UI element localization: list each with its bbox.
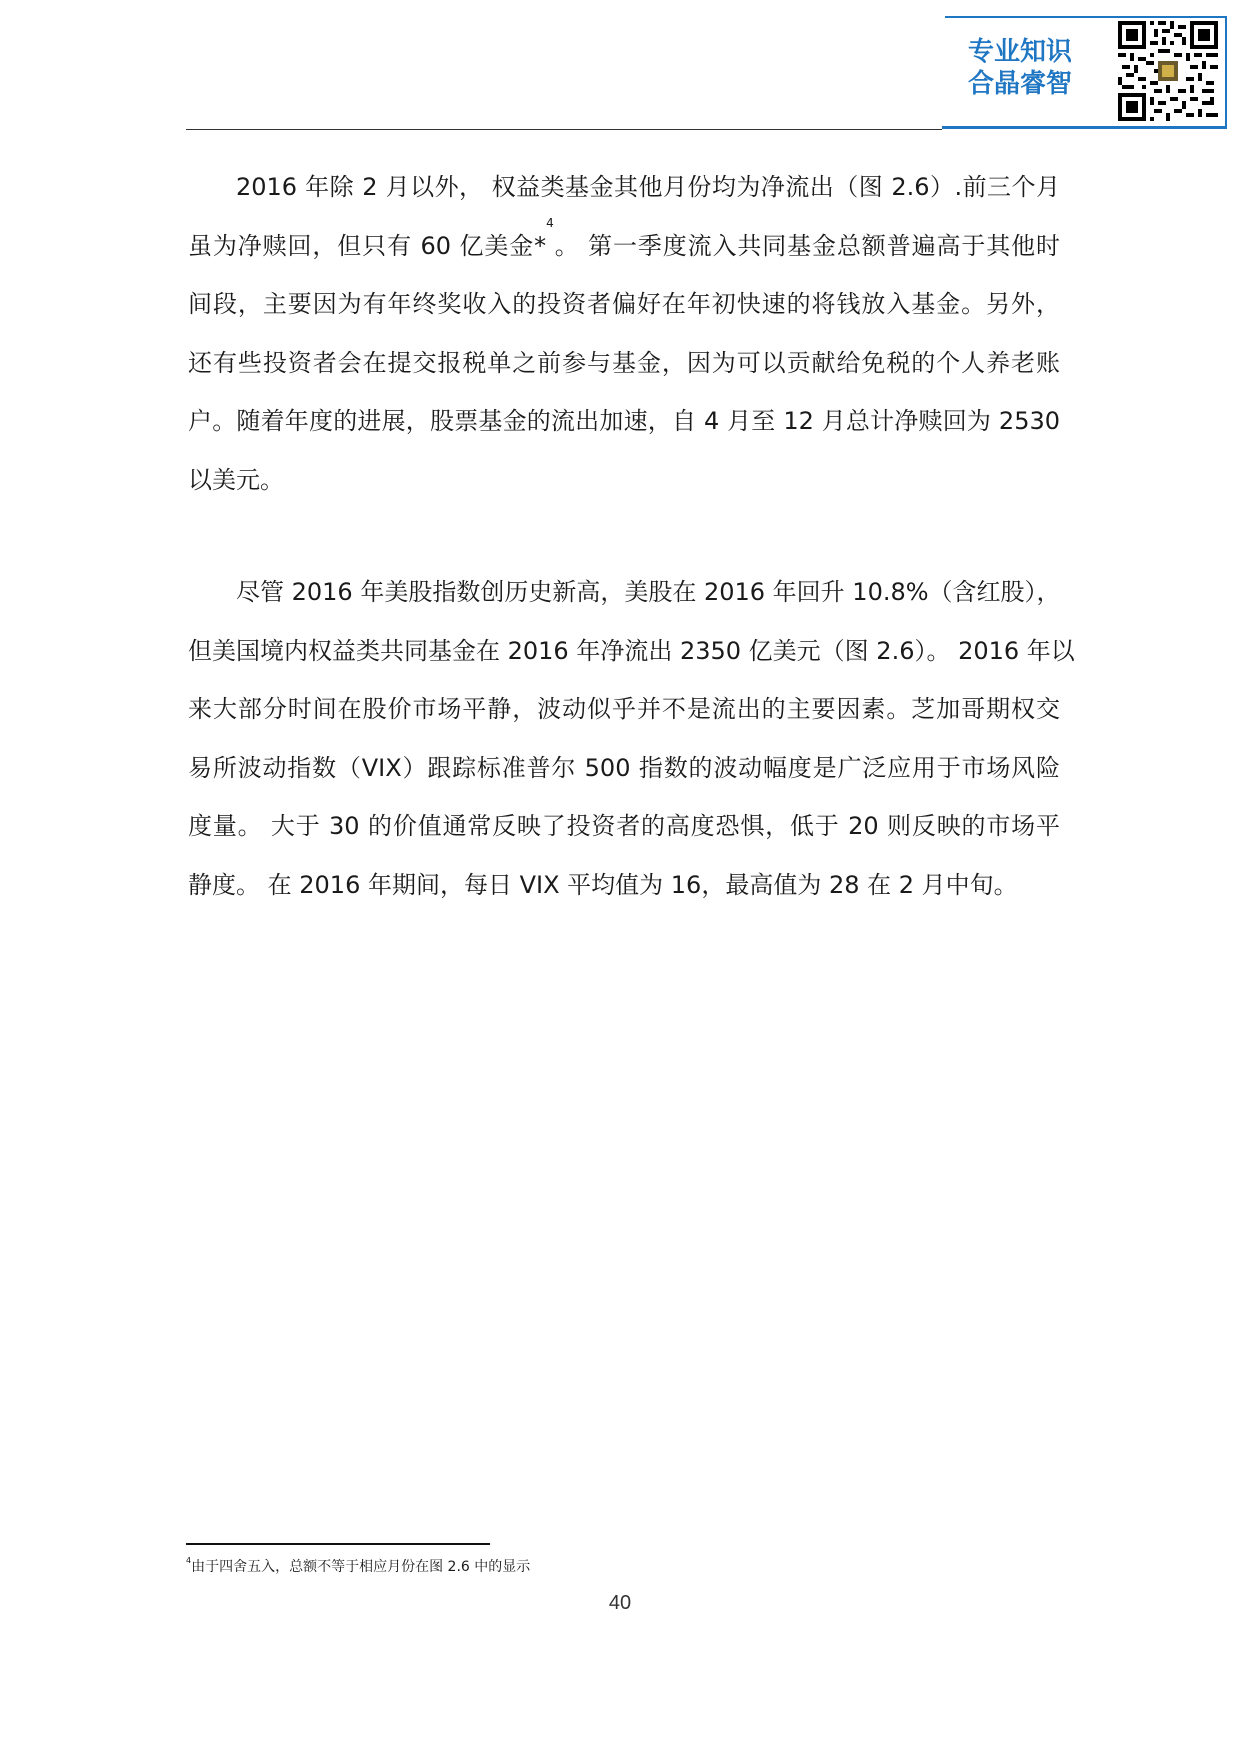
paragraph-line-tail: 。 第一季度流入共同基金总额普遍高于其他时 (553, 231, 1060, 260)
footnote-text: 由于四舍五入，总额不等于相应月份在图 2.6 中的显示 (191, 1559, 531, 1575)
paragraph-line: 易所波动指数（VIX）跟踪标准普尔 500 指数的波动幅度是广泛应用于市场风险 (188, 753, 1060, 782)
header-divider (186, 129, 942, 130)
paragraph-line: 间段，主要因为有年终奖收入的投资者偏好在年初快速的将钱放入基金。另外， (188, 290, 1060, 318)
footnote-marker: 4 (186, 1556, 192, 1565)
paragraph-line: 尽管 2016 年美股指数创历史新高，美股在 2016 年回升 10.8%（含红股）， (236, 578, 1061, 606)
paragraph-line: 户。随着年度的进展，股票基金的流出加速，自 4 月至 12 月总计净赎回为 2530 (188, 407, 1060, 435)
paragraph-line: 2016 年除 2 月以外， 权益类基金其他月份均为净流出（图 2.6）.前三个月 (236, 173, 1060, 201)
qr-code-icon (1118, 20, 1218, 122)
footnote (186, 1557, 530, 1577)
paragraph-line-text: 虽为净赎回，但只有 60 亿美金 (188, 231, 535, 260)
header-slogan (968, 36, 1088, 100)
paragraph-line: 但美国境内权益类共同基金在 2016 年净流出 2350 亿美元（图 2.6）。 2016 年以 (188, 636, 1075, 665)
paragraph-line (188, 217, 1060, 276)
slogan-line-1: 专业知识 (968, 37, 1073, 67)
paragraph-2 (188, 563, 1075, 914)
footnote-asterisk: * (534, 231, 547, 260)
paragraph-line: 以美元。 (188, 465, 284, 494)
header-divider-accent (942, 126, 1227, 129)
paragraph-1 (188, 158, 1060, 509)
paragraph-line: 度量。 大于 30 的价值通常反映了投资者的高度恐惧，低于 20 则反映的市场平 (188, 812, 1060, 840)
footnote-divider (186, 1543, 490, 1545)
paragraph-line: 还有些投资者会在提交报税单之前参与基金，因为可以贡献给免税的个人养老账 (188, 348, 1060, 377)
paragraph-line: 静度。 在 2016 年期间，每日 VIX 平均值为 16，最高值为 28 在 2 月中旬。 (188, 870, 1018, 899)
slogan-line-2: 合晶睿智 (968, 69, 1073, 99)
page-number: 40 (608, 1592, 632, 1614)
footnote-reference: 4 (546, 215, 554, 230)
paragraph-line: 来大部分时间在股价市场平静，波动似乎并不是流出的主要因素。芝加哥期权交 (188, 695, 1060, 723)
